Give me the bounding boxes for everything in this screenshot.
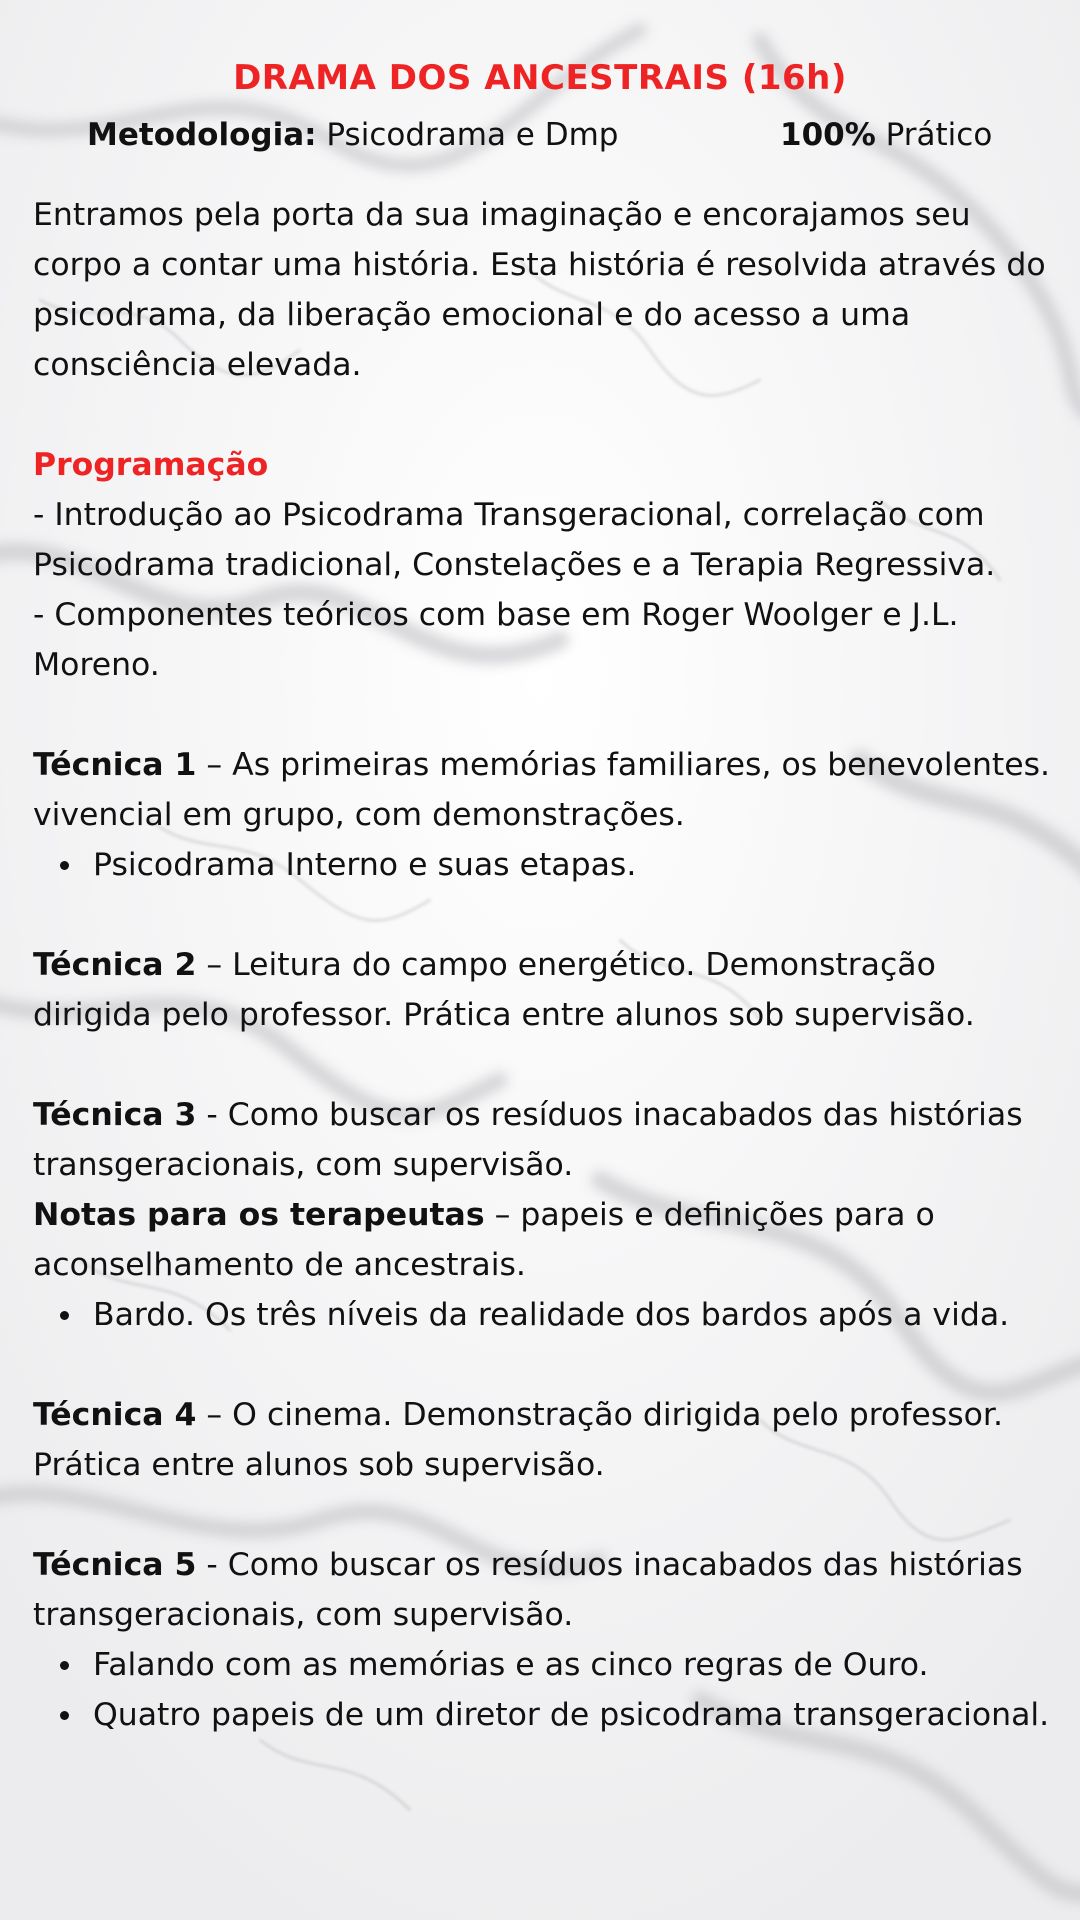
tecnica-5 — [33, 1540, 1058, 1640]
spacer — [33, 1490, 1058, 1540]
bullet-item — [33, 840, 1058, 890]
spacer — [33, 390, 1058, 440]
tecnica-text: – Leitura do campo energético. Demonstração dirigida pelo professor. Prática entre alunos sob supervisão. — [33, 947, 975, 1033]
tecnica-text: - Como buscar os resíduos inacabados das histórias transgeracionais, com supervisão. — [33, 1547, 1023, 1633]
therapist-notes — [33, 1190, 1058, 1290]
methodology-label: Metodologia: — [87, 117, 317, 153]
tecnica-2 — [33, 940, 1058, 1040]
body-text — [33, 190, 1058, 1740]
bullet-item — [33, 1690, 1058, 1740]
spacer — [33, 1040, 1058, 1090]
bullet-text: Psicodrama Interno e suas etapas. — [93, 847, 637, 883]
tecnica-3 — [33, 1090, 1058, 1190]
notes-label: Notas para os terapeutas — [33, 1197, 485, 1233]
tecnica-text: – O cinema. Demonstração dirigida pelo professor. Prática entre alunos sob supervisão. — [33, 1397, 1003, 1483]
tecnica-label: Técnica 2 — [33, 947, 197, 983]
notes-text: – papeis e definições para o aconselhamento de ancestrais. — [33, 1197, 935, 1283]
bullet-icon — [60, 861, 69, 870]
practical — [780, 115, 992, 155]
spacer — [33, 1340, 1058, 1390]
tecnica-label: Técnica 4 — [33, 1397, 197, 1433]
tecnica-label: Técnica 1 — [33, 747, 197, 783]
tecnica-3-bullets — [33, 1290, 1058, 1340]
bullet-text: Quatro papeis de um diretor de psicodrama transgeracional. — [93, 1697, 1050, 1733]
tecnica-1 — [33, 740, 1058, 840]
practical-percent: 100% — [780, 117, 876, 153]
bullet-item — [33, 1640, 1058, 1690]
programacao-item: - Componentes teóricos com base em Roger Woolger e J.L. Moreno. — [33, 597, 959, 683]
practical-label: Prático — [885, 117, 993, 153]
tecnica-4 — [33, 1390, 1058, 1490]
bullet-text: Falando com as memórias e as cinco regras de Ouro. — [93, 1647, 929, 1683]
tecnica-5-bullets — [33, 1640, 1058, 1740]
bullet-icon — [60, 1711, 69, 1720]
intro-paragraph: Entramos pela porta da sua imaginação e encorajamos seu corpo a contar uma história. Esta história é resolvida através do psicodrama, da liberação emocional e do acesso a uma consciência elevada. — [33, 197, 1046, 383]
page-title: DRAMA DOS ANCESTRAIS (16h) — [233, 58, 847, 98]
tecnica-1-bullets — [33, 840, 1058, 890]
bullet-icon — [60, 1311, 69, 1320]
methodology-value: Psicodrama e Dmp — [326, 117, 619, 153]
tecnica-text: - Como buscar os resíduos inacabados das histórias transgeracionais, com supervisão. — [33, 1097, 1023, 1183]
bullet-item — [33, 1290, 1058, 1340]
spacer — [33, 890, 1058, 940]
bullet-text: Bardo. Os três níveis da realidade dos bardos após a vida. — [93, 1297, 1010, 1333]
spacer — [33, 690, 1058, 740]
bullet-icon — [60, 1661, 69, 1670]
programacao-item: - Introdução ao Psicodrama Transgeracional, correlação com Psicodrama tradicional, Constelações e a Terapia Regressiva. — [33, 497, 996, 583]
meta-row — [0, 115, 1080, 155]
tecnica-label: Técnica 5 — [33, 1547, 197, 1583]
methodology — [87, 115, 618, 155]
programacao-heading: Programação — [33, 447, 269, 483]
tecnica-text: – As primeiras memórias familiares, os benevolentes. vivencial em grupo, com demonstrações. — [33, 747, 1051, 833]
tecnica-label: Técnica 3 — [33, 1097, 197, 1133]
